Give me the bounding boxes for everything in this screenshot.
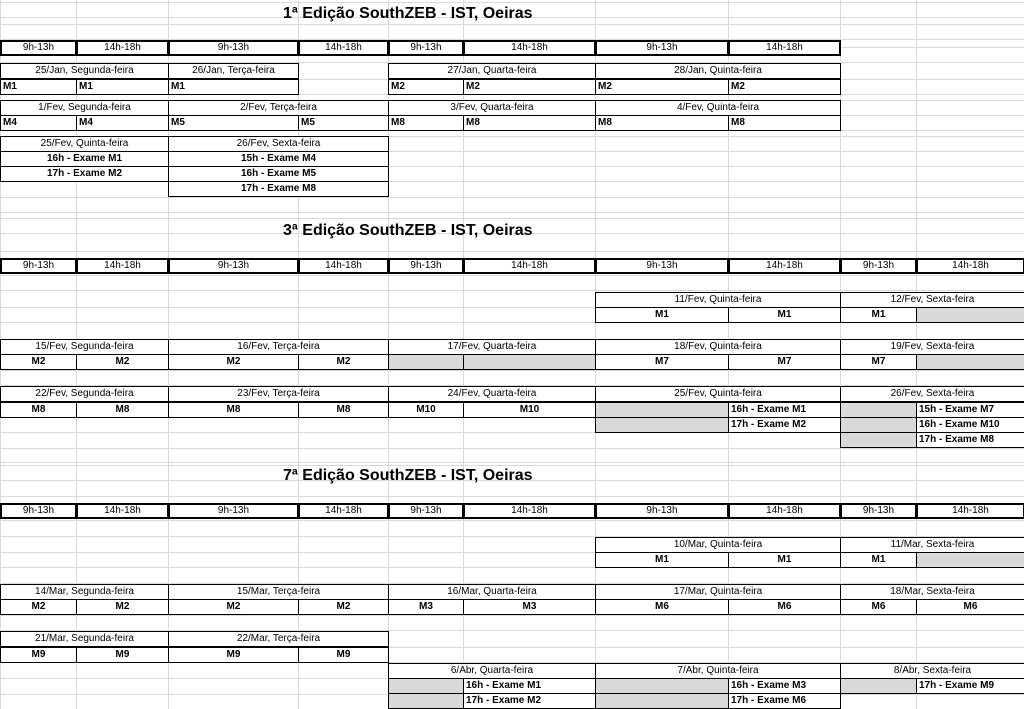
session-cell[interactable]: M9	[168, 647, 299, 663]
session-cell[interactable]: M1	[840, 552, 917, 568]
day-header: 16/Mar, Quarta-feira	[388, 584, 596, 600]
empty-cell	[595, 693, 729, 709]
session-cell[interactable]: M1	[595, 552, 729, 568]
day-header: 26/Fev, Sexta-feira	[168, 136, 389, 152]
empty-cell	[388, 678, 464, 694]
time-slot-header: 9h-13h	[168, 503, 299, 519]
session-cell[interactable]: M8	[595, 115, 729, 131]
session-cell[interactable]: M6	[728, 599, 841, 615]
session-cell[interactable]: M9	[298, 647, 389, 663]
day-header: 15/Mar, Terça-feira	[168, 584, 389, 600]
day-header: 2/Fev, Terça-feira	[168, 100, 389, 116]
time-slot-header: 9h-13h	[388, 503, 464, 519]
day-header: 11/Fev, Quinta-feira	[595, 292, 841, 308]
time-slot-header: 14h-18h	[463, 503, 596, 519]
day-header: 15/Fev, Segunda-feira	[0, 339, 169, 355]
empty-cell	[595, 417, 729, 433]
day-header: 10/Mar, Quinta-feira	[595, 537, 841, 553]
day-header: 19/Fev, Sexta-feira	[840, 339, 1024, 355]
time-slot-header: 14h-18h	[916, 258, 1024, 274]
session-cell[interactable]: M1	[728, 552, 841, 568]
empty-cell	[840, 417, 917, 433]
session-cell[interactable]: M2	[76, 599, 169, 615]
session-cell[interactable]: M1	[76, 79, 169, 95]
empty-cell	[840, 432, 917, 448]
day-header: 26/Fev, Sexta-feira	[840, 386, 1024, 402]
day-header: 26/Jan, Terça-feira	[168, 63, 299, 79]
session-cell[interactable]: 16h - Exame M10	[916, 417, 1024, 433]
session-cell[interactable]: 17h - Exame M2	[0, 166, 169, 182]
empty-cell	[595, 402, 729, 418]
session-cell[interactable]: 15h - Exame M4	[168, 151, 389, 167]
day-header: 17/Mar, Quinta-feira	[595, 584, 841, 600]
time-slot-header: 9h-13h	[168, 40, 299, 56]
session-cell[interactable]: M8	[76, 402, 169, 418]
session-cell[interactable]: M2	[298, 599, 389, 615]
day-header: 8/Abr, Sexta-feira	[840, 663, 1024, 679]
day-header: 24/Fev, Quarta-feira	[388, 386, 596, 402]
session-cell[interactable]: M6	[595, 599, 729, 615]
empty-cell	[388, 354, 464, 370]
time-slot-header: 14h-18h	[463, 40, 596, 56]
session-cell[interactable]: 17h - Exame M9	[916, 678, 1024, 694]
session-cell[interactable]: M5	[298, 115, 389, 131]
section-title: 3ª Edição SouthZEB - IST, Oeiras	[283, 222, 533, 239]
time-slot-header: 9h-13h	[168, 258, 299, 274]
time-slot-header: 9h-13h	[0, 503, 77, 519]
time-slot-header: 9h-13h	[0, 258, 77, 274]
section-title: 7ª Edição SouthZEB - IST, Oeiras	[283, 467, 533, 484]
session-cell[interactable]: M10	[463, 402, 596, 418]
session-cell[interactable]: M8	[298, 402, 389, 418]
session-cell[interactable]: M2	[463, 79, 596, 95]
session-cell[interactable]: M2	[168, 354, 299, 370]
time-slot-header: 14h-18h	[76, 40, 169, 56]
empty-cell	[840, 402, 917, 418]
session-cell[interactable]: M1	[728, 307, 841, 323]
day-header: 11/Mar, Sexta-feira	[840, 537, 1024, 553]
session-cell[interactable]: M7	[728, 354, 841, 370]
session-cell[interactable]: 16h - Exame M5	[168, 166, 389, 182]
time-slot-header: 14h-18h	[298, 258, 389, 274]
session-cell[interactable]: M2	[388, 79, 464, 95]
session-cell[interactable]: M7	[840, 354, 917, 370]
empty-cell	[595, 678, 729, 694]
session-cell[interactable]: M8	[728, 115, 841, 131]
time-slot-header: 9h-13h	[840, 503, 917, 519]
session-cell[interactable]: M9	[76, 647, 169, 663]
section-title: 1ª Edição SouthZEB - IST, Oeiras	[283, 5, 533, 22]
session-cell[interactable]: M10	[388, 402, 464, 418]
day-header: 14/Mar, Segunda-feira	[0, 584, 169, 600]
session-cell[interactable]: 16h - Exame M1	[728, 402, 841, 418]
day-header: 25/Jan, Segunda-feira	[0, 63, 169, 79]
time-slot-header: 9h-13h	[595, 40, 729, 56]
session-cell[interactable]: M4	[76, 115, 169, 131]
session-cell[interactable]: 16h - Exame M1	[0, 151, 169, 167]
day-header: 23/Fev, Terça-feira	[168, 386, 389, 402]
session-cell[interactable]: 17h - Exame M8	[168, 181, 389, 197]
session-cell[interactable]: 17h - Exame M6	[728, 693, 841, 709]
session-cell[interactable]: M1	[0, 79, 77, 95]
day-header: 1/Fev, Segunda-feira	[0, 100, 169, 116]
session-cell[interactable]: M6	[916, 599, 1024, 615]
day-header: 16/Fev, Terça-feira	[168, 339, 389, 355]
day-header: 27/Jan, Quarta-feira	[388, 63, 596, 79]
time-slot-header: 9h-13h	[595, 503, 729, 519]
day-header: 6/Abr, Quarta-feira	[388, 663, 596, 679]
session-cell[interactable]: 16h - Exame M3	[728, 678, 841, 694]
empty-cell	[916, 552, 1024, 568]
session-cell[interactable]: M6	[840, 599, 917, 615]
session-cell[interactable]: M1	[595, 307, 729, 323]
session-cell[interactable]: 17h - Exame M2	[463, 693, 596, 709]
session-cell[interactable]: M1	[840, 307, 917, 323]
day-header: 22/Fev, Segunda-feira	[0, 386, 169, 402]
session-cell[interactable]: M2	[0, 599, 77, 615]
session-cell[interactable]: M2	[595, 79, 729, 95]
session-cell[interactable]: M2	[728, 79, 841, 95]
session-cell[interactable]: M2	[0, 354, 77, 370]
empty-cell	[840, 678, 917, 694]
empty-cell	[388, 693, 464, 709]
time-slot-header: 9h-13h	[388, 258, 464, 274]
session-cell[interactable]: M7	[595, 354, 729, 370]
session-cell[interactable]: 17h - Exame M2	[728, 417, 841, 433]
time-slot-header: 14h-18h	[916, 503, 1024, 519]
day-header: 28/Jan, Quinta-feira	[595, 63, 841, 79]
session-cell[interactable]: M2	[168, 599, 299, 615]
day-header: 21/Mar, Segunda-feira	[0, 631, 169, 647]
session-cell[interactable]: 16h - Exame M1	[463, 678, 596, 694]
time-slot-header: 9h-13h	[595, 258, 729, 274]
day-header: 22/Mar, Terça-feira	[168, 631, 389, 647]
session-cell[interactable]: M2	[298, 354, 389, 370]
session-cell[interactable]: M1	[168, 79, 299, 95]
session-cell[interactable]: M8	[463, 115, 596, 131]
session-cell[interactable]: M8	[388, 115, 464, 131]
time-slot-header: 14h-18h	[728, 40, 841, 56]
time-slot-header: 14h-18h	[76, 258, 169, 274]
day-header: 17/Fev, Quarta-feira	[388, 339, 596, 355]
empty-cell	[463, 354, 596, 370]
session-cell[interactable]: M2	[76, 354, 169, 370]
day-header: 18/Mar, Sexta-feira	[840, 584, 1024, 600]
empty-cell	[916, 354, 1024, 370]
day-header: 3/Fev, Quarta-feira	[388, 100, 596, 116]
time-slot-header: 14h-18h	[298, 40, 389, 56]
session-cell[interactable]: 15h - Exame M7	[916, 402, 1024, 418]
session-cell[interactable]: 17h - Exame M8	[916, 432, 1024, 448]
time-slot-header: 9h-13h	[0, 40, 77, 56]
session-cell[interactable]: M4	[0, 115, 77, 131]
time-slot-header: 9h-13h	[840, 258, 917, 274]
time-slot-header: 9h-13h	[388, 40, 464, 56]
day-header: 4/Fev, Quinta-feira	[595, 100, 841, 116]
session-cell[interactable]: M8	[168, 402, 299, 418]
day-header: 25/Fev, Quinta-feira	[0, 136, 169, 152]
time-slot-header: 14h-18h	[76, 503, 169, 519]
session-cell[interactable]: M9	[0, 647, 77, 663]
empty-cell	[916, 307, 1024, 323]
session-cell[interactable]: M3	[463, 599, 596, 615]
time-slot-header: 14h-18h	[463, 258, 596, 274]
time-slot-header: 14h-18h	[298, 503, 389, 519]
time-slot-header: 14h-18h	[728, 503, 841, 519]
session-cell[interactable]: M8	[0, 402, 77, 418]
day-header: 7/Abr, Quinta-feira	[595, 663, 841, 679]
session-cell[interactable]: M3	[388, 599, 464, 615]
day-header: 18/Fev, Quinta-feira	[595, 339, 841, 355]
session-cell[interactable]: M5	[168, 115, 299, 131]
time-slot-header: 14h-18h	[728, 258, 841, 274]
day-header: 12/Fev, Sexta-feira	[840, 292, 1024, 308]
day-header: 25/Fev, Quinta-feira	[595, 386, 841, 402]
